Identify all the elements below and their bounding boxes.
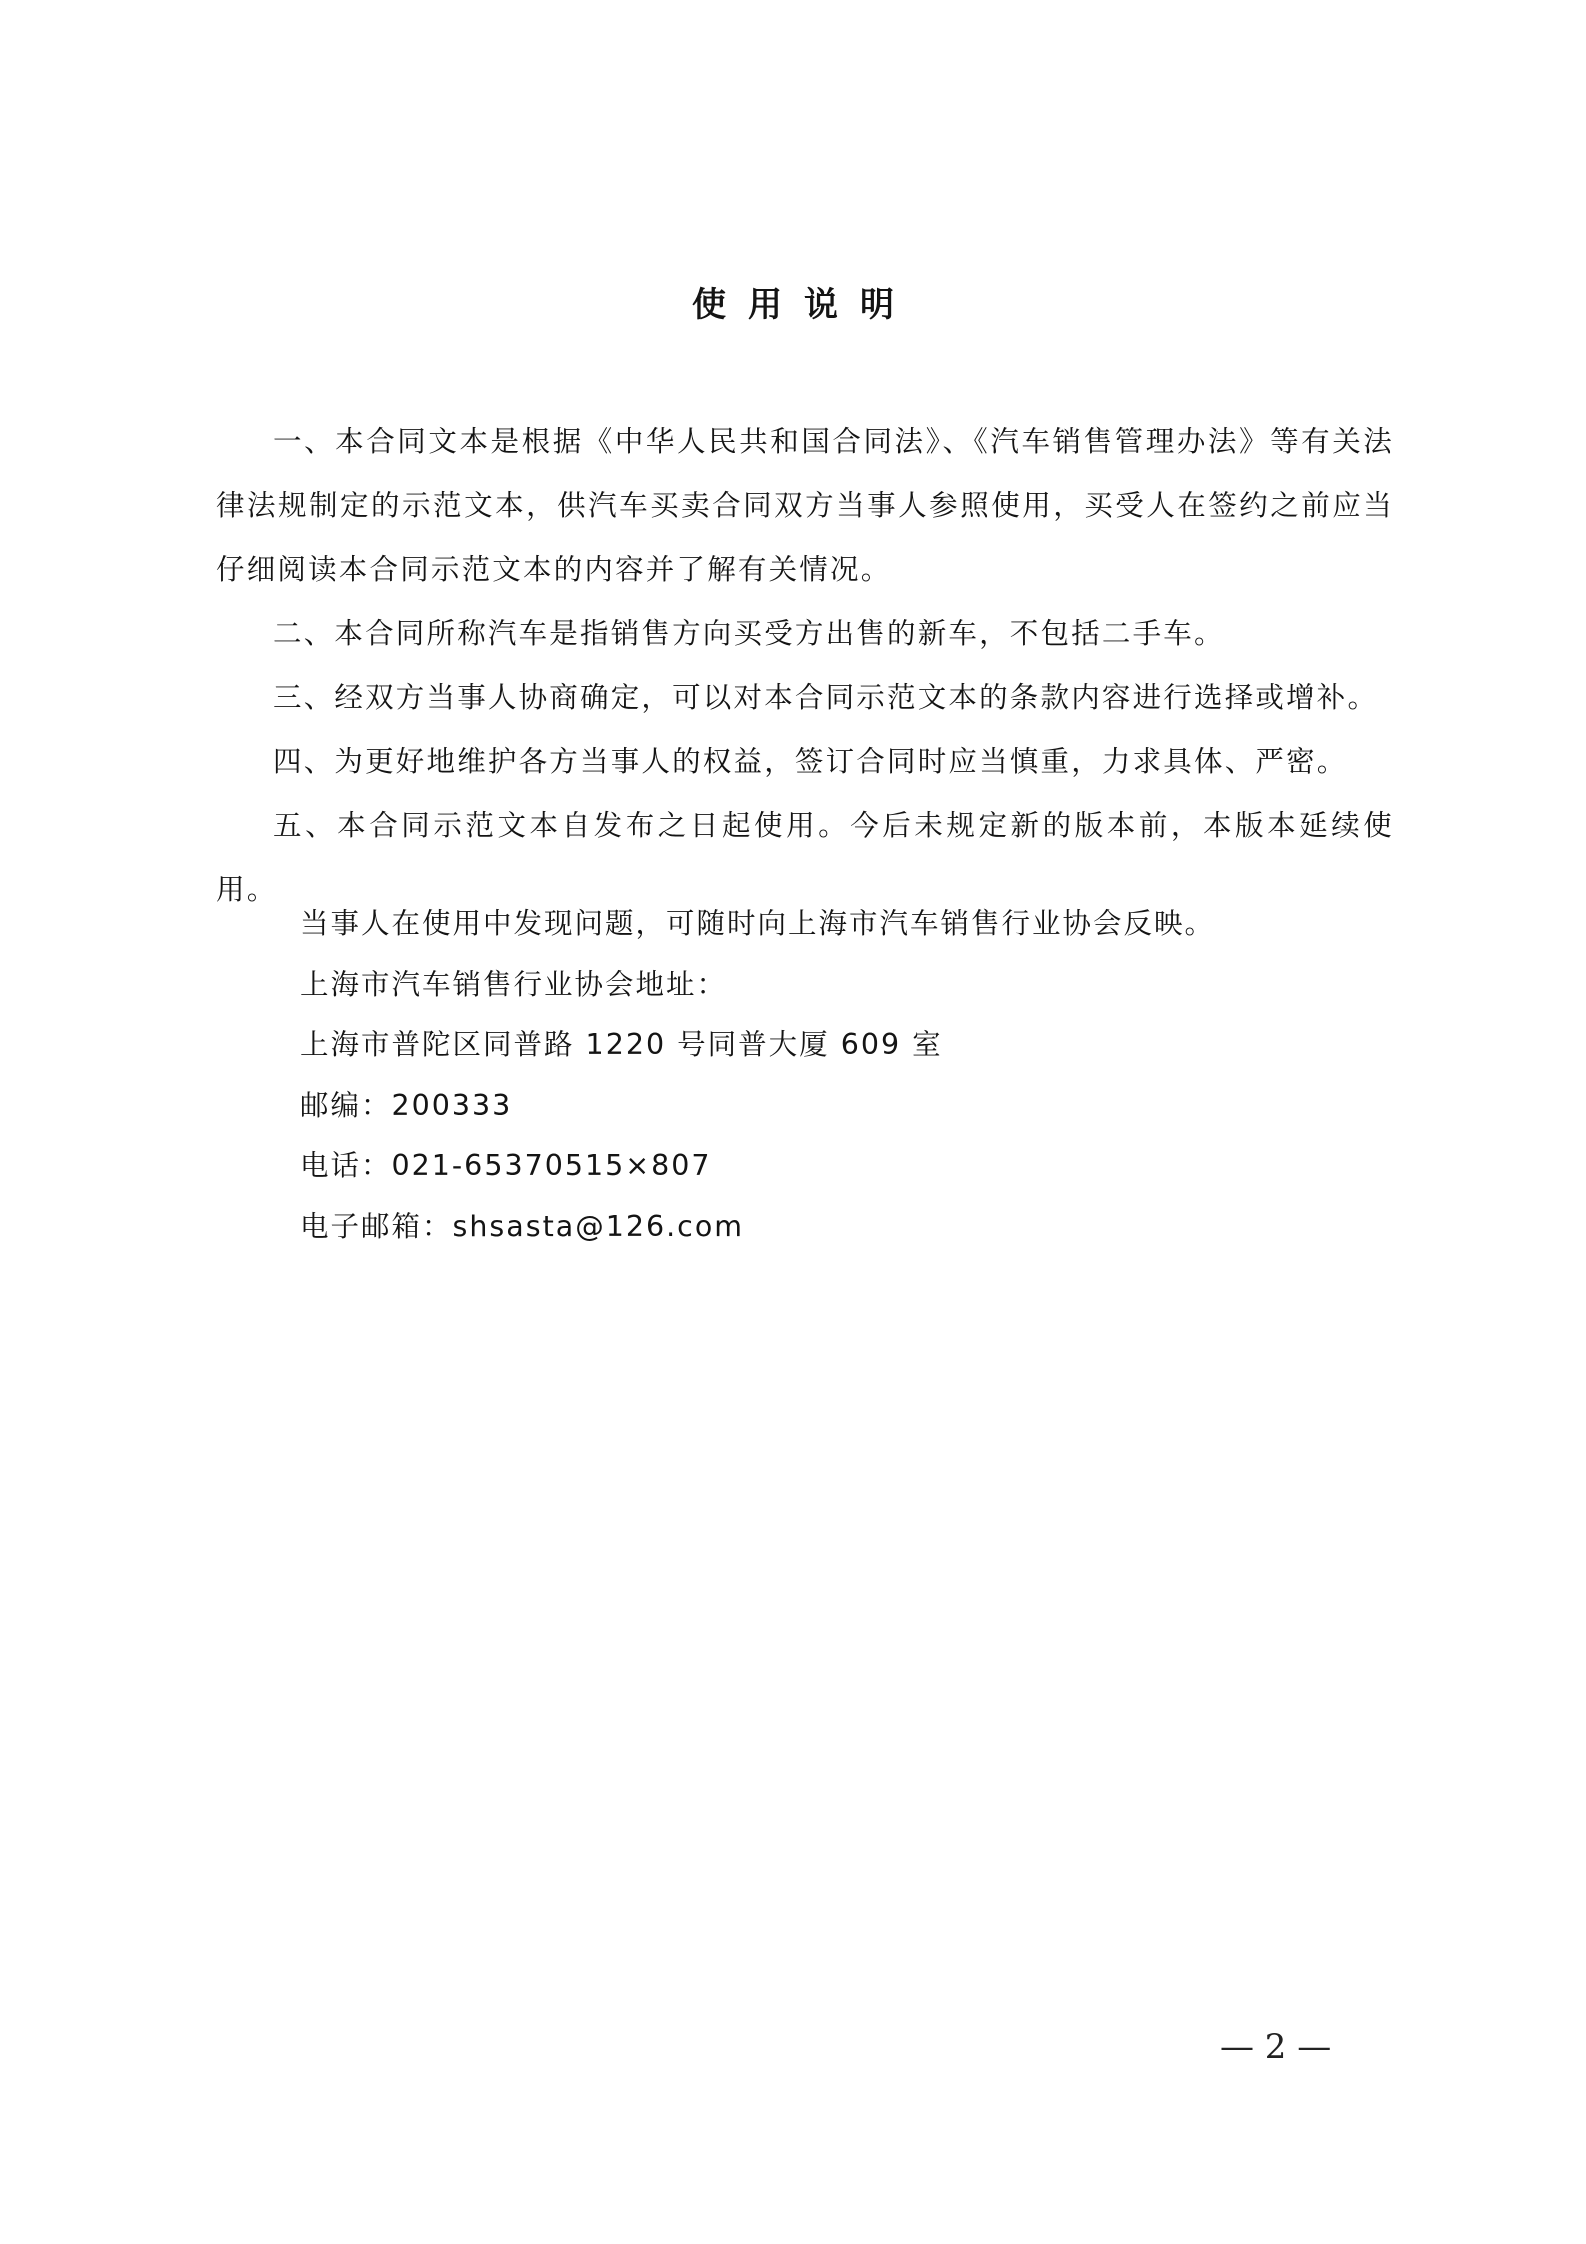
postcode: 邮编：200333 [300,1088,513,1122]
address-label: 上海市汽车销售行业协会地址： [300,967,728,1001]
page-number: — 2 — [1220,2027,1332,2067]
paragraph-4: 四、为更好地维护各方当事人的权益，签订合同时应当慎重，力求具体、严密。 [273,745,1348,778]
paragraph-3: 三、经双方当事人协商确定，可以对本合同示范文本的条款内容进行选择或增补。 [273,681,1379,714]
email: 电子邮箱：shsasta@126.com [300,1209,745,1243]
contact-section [300,894,1215,1258]
instructions-body [216,410,1394,922]
address: 上海市普陀区同普路 1220 号同普大厦 609 室 [300,1028,943,1062]
phone: 电话：021-65370515×807 [300,1149,712,1183]
paragraph-1: 一、本合同文本是根据《中华人民共和国合同法》、《汽车销售管理办法》等有关法律法规制定的示范文本，供汽车买卖合同双方当事人参照使用，买受人在签约之前应当仔细阅读本合同示范文本的内容并了解有关情况。 [216,425,1394,586]
paragraph-5: 五、本合同示范文本自发布之日起使用。今后未规定新的版本前，本版本延续使用。 [216,809,1394,906]
page-title: 使用说明 [692,285,916,325]
contact-intro: 当事人在使用中发现问题，可随时向上海市汽车销售行业协会反映。 [300,907,1216,940]
paragraph-2: 二、本合同所称汽车是指销售方向买受方出售的新车，不包括二手车。 [273,617,1225,650]
